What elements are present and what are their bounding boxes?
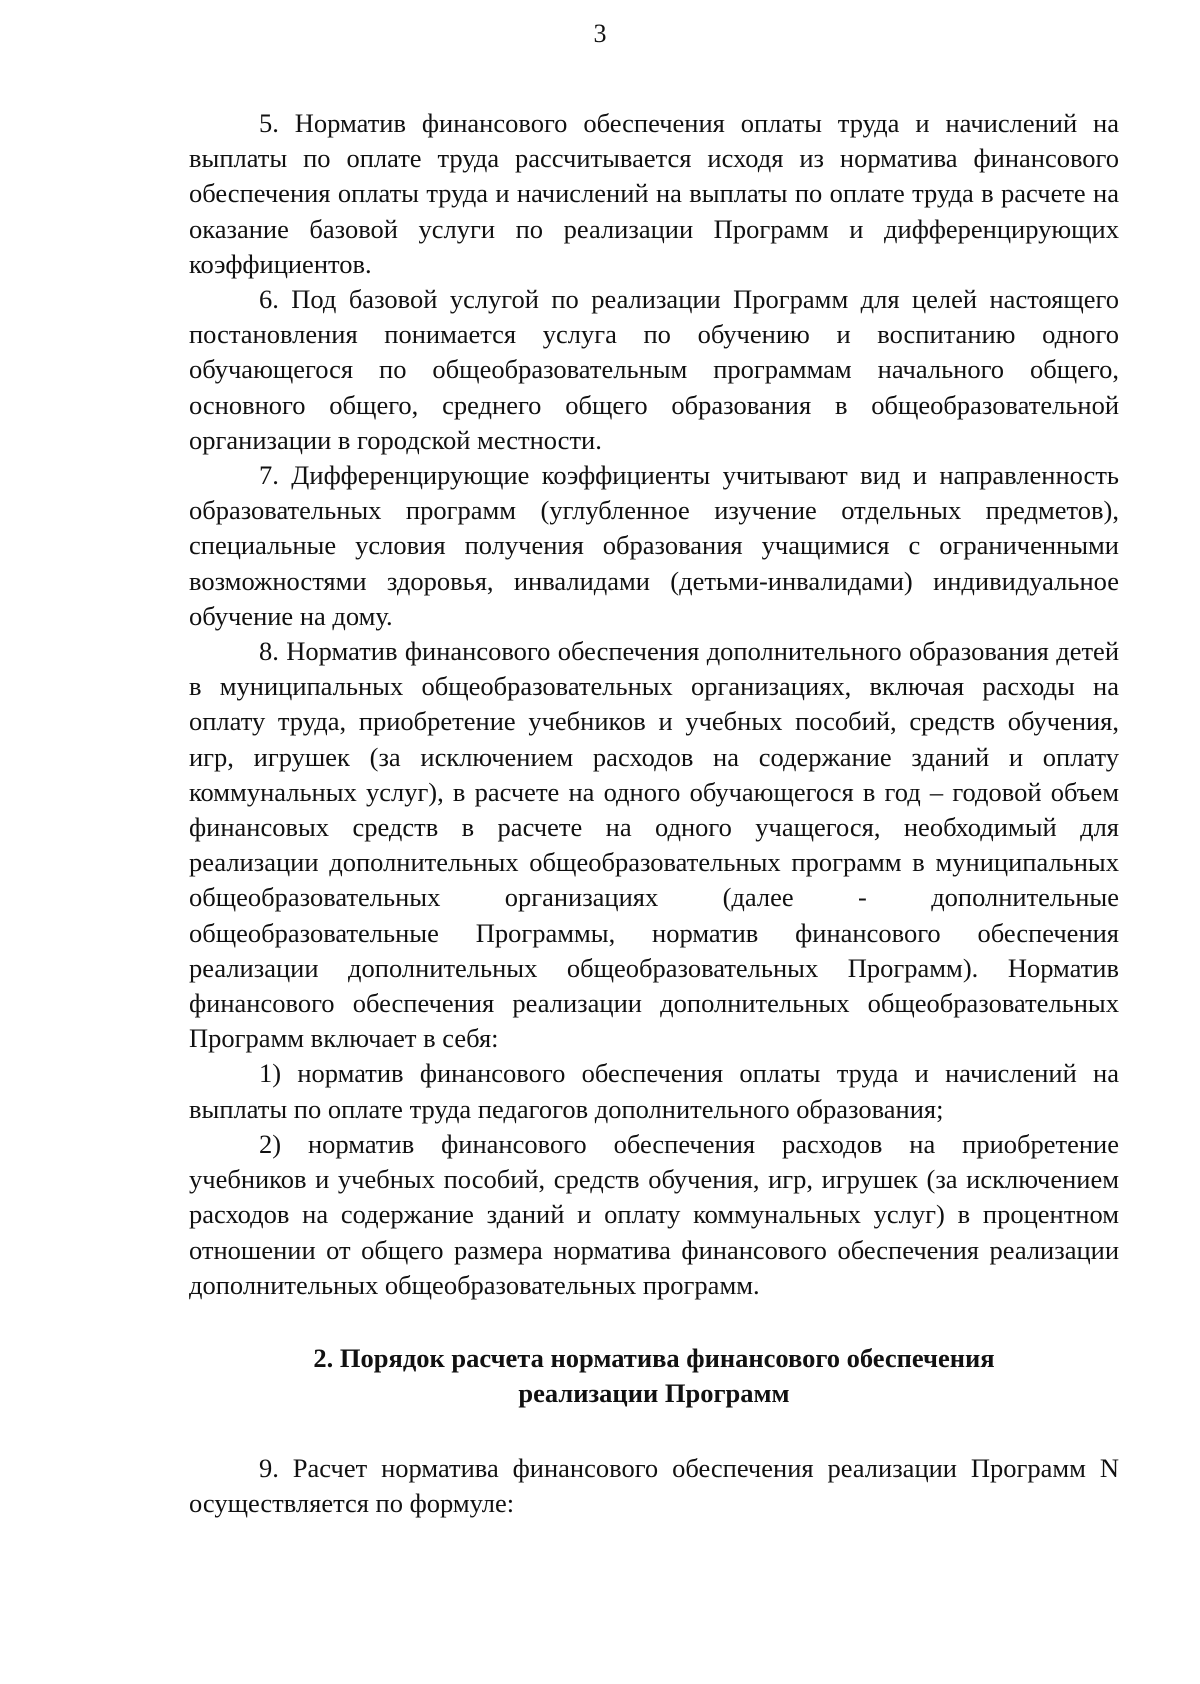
paragraph-7: 7. Дифференцирующие коэффициенты учитывают вид и направленность образовательных программ (углубленное изучение отдельных предметов), специальные условия получения образования учащимися с ограниченными возможностями здоровья, инвалидами (детьми-инвалидами) индивидуальное обучение на дому. [189,460,1119,631]
section-heading-line-1: 2. Порядок расчета норматива финансового обеспечения [313,1342,995,1373]
paragraph-8-item-1: 1) норматив финансового обеспечения оплаты труда и начислений на выплаты по оплате труда педагогов дополнительного образования; [189,1058,1119,1124]
paragraph-9: 9. Расчет норматива финансового обеспечения реализации Программ N осуществляется по формуле: [189,1452,1119,1519]
section-heading [189,1341,1119,1411]
paragraph-8-item-2: 2) норматив финансового обеспечения расходов на приобретение учебников и учебных пособий, средств обучения, игр, игрушек (за исключением расходов на содержание зданий и оплату коммунальных услуг) в процентном отношении от общего размера норматива финансового обеспечения реализации дополнительных общеобразовательных программ. [189,1128,1119,1300]
paragraph-5: 5. Норматив финансового обеспечения оплаты труда и начислений на выплаты по оплате труда рассчитывается исходя из норматива финансового обеспечения оплаты труда и начислений на выплаты по оплате труда в расчете на оказание базовой услуги по реализации Программ и дифференцирующих коэффициентов. [189,108,1119,279]
paragraph-6: 6. Под базовой услугой по реализации Программ для целей настоящего постановления понимается услуга по обучению и воспитанию одного обучающегося по общеобразовательным программам начального общего, основного общего, среднего общего образования в общеобразовательной организации в городской местности. [189,284,1119,455]
page-number: 3 [593,19,607,48]
paragraph-8: 8. Норматив финансового обеспечения дополнительного образования детей в муниципальных общеобразовательных организациях, включая расходы на оплату труда, приобретение учебников и учебных пособий, средств обучения, игр, игрушек (за исключением расходов на содержание зданий и оплату коммунальных услуг), в расчете на одного обучающегося в год – годовой объем финансовых средств в расчете на одного учащегося, необходимый для реализации дополнительных общеобразовательных программ в муниципальных общеобразовательных организациях (далее - дополнительные общеобразовательные Программы, норматив финансового обеспечения реализации дополнительных общеобразовательных Программ). Норматив финансового обеспечения реализации дополнительных общеобразовательных Программ включает в себя: [189,636,1119,1054]
section-heading-line-2: реализации Программ [518,1377,790,1408]
document-body [189,106,1119,1521]
